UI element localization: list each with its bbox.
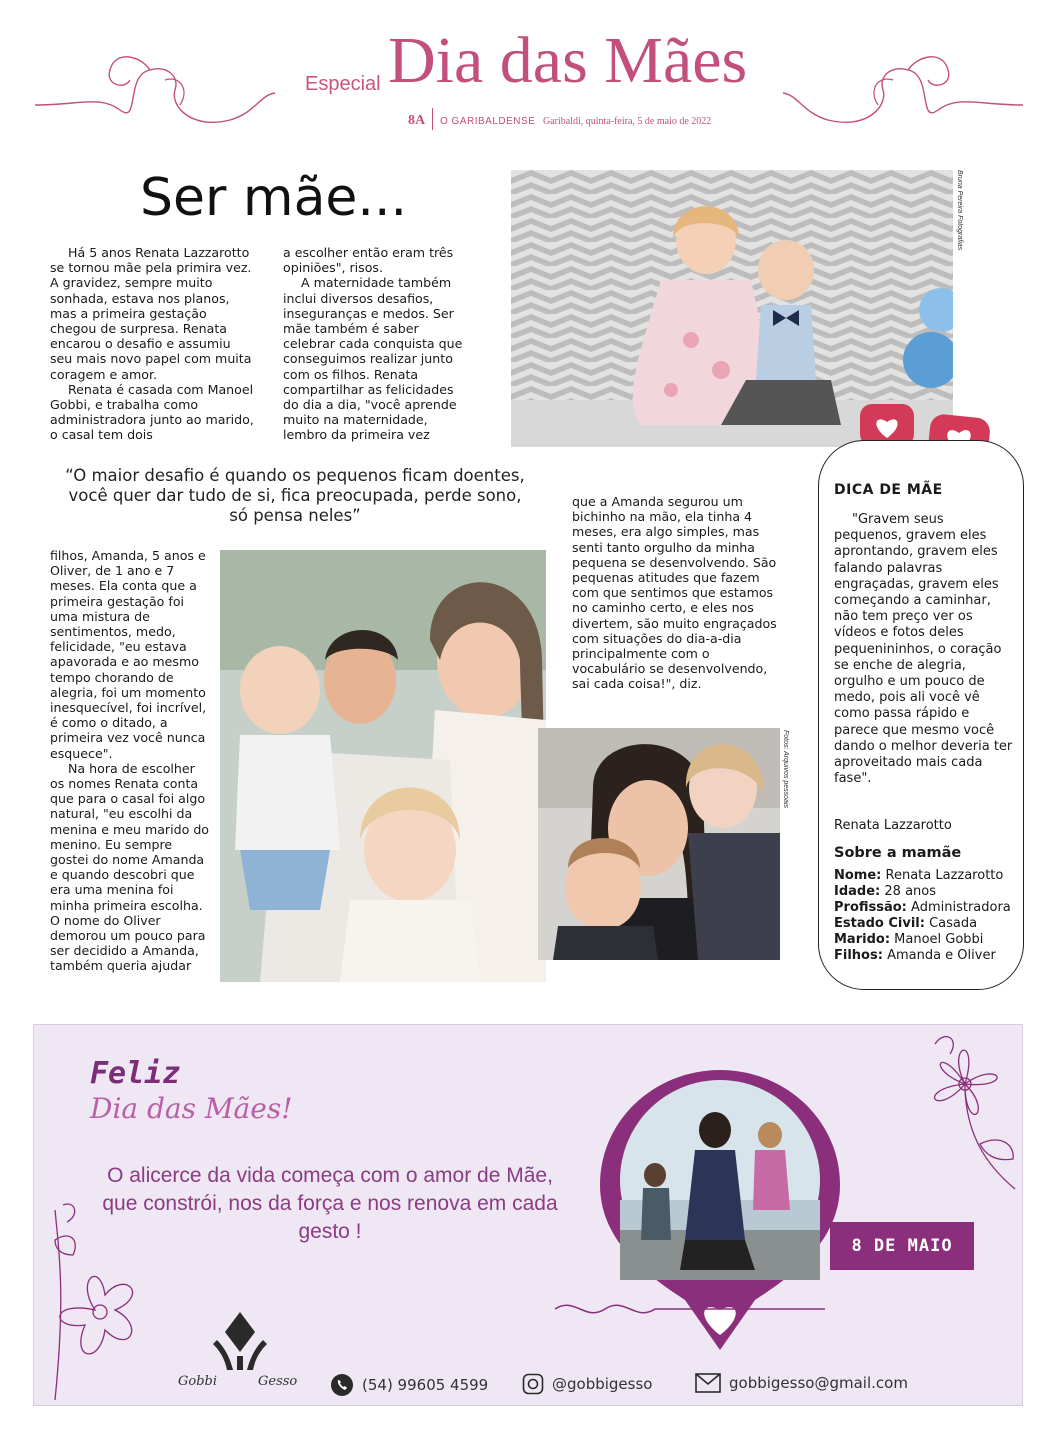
ad-feliz: Feliz	[90, 1056, 181, 1091]
contact-email	[695, 1373, 908, 1393]
ad-slogan: O alicerce da vida começa com o amor de Mãe, que constrói, nos da força e nos renova em cada gesto !	[102, 1164, 558, 1243]
paragraph: Na hora de escolher os nomes Renata conta que para o casal foi algo natural, "eu escolhi da menina e meu marido do menino. Eu sempre gostei do nome Amanda e quando descobri que era uma menina foi minha primeira escolha. O nome do Oliver demorou um pouco para ser decidido a Amanda, também queria ajudar	[50, 760, 210, 974]
instagram-handle: @gobbigesso	[552, 1375, 653, 1393]
fact-value: Amanda e Oliver	[887, 948, 996, 963]
contact-instagram	[522, 1373, 652, 1395]
header-ornament-right	[778, 35, 1028, 135]
article-column-4	[572, 494, 784, 692]
contact-phone	[330, 1373, 488, 1397]
fact-value: Casada	[929, 916, 978, 931]
phone-number: (54) 99605 4599	[362, 1376, 489, 1394]
fact-row	[834, 868, 1024, 884]
fact-label: Profissão:	[834, 900, 907, 915]
pull-quote: “O maior desafio é quando os pequenos ficam doentes, você quer dar tudo de si, fica preocupada, perde sono, só pensa neles”	[65, 466, 525, 525]
fact-label: Marido:	[834, 932, 891, 947]
sidebar-tip	[834, 512, 1014, 787]
page-number: 8A	[408, 113, 426, 128]
paragraph: que a Amanda segurou um bichinho na mão, ela tinha 4 meses, era algo simples, mas senti tanto orgulho da minha pequena se desenvolvendo. São pequenas atitudes que fazem com que sentimos que estamos no caminho certo, e eles nos divertem, são muito engraçados com situações do dia-a-dia principalmente com o vocabulário se desenvolvendo, sai cada coisa!", diz.	[572, 494, 777, 692]
article-column-2	[283, 245, 473, 443]
header-special: Especial	[305, 73, 381, 95]
ad-date-badge: 8 DE MAIO	[830, 1222, 974, 1270]
article-column-3	[50, 548, 212, 974]
paragraph: Há 5 anos Renata Lazzarotto se tornou mãe pela primira vez. A gravidez, sempre muito sonhada, estava nos planos, mas a primeira gestação chegou de surpresa. Renata encarou o desafio e assumiu seu mais novo papel com muita coragem e amor.	[50, 245, 252, 382]
fact-row	[834, 932, 1024, 948]
brand-name-left: Gobbi	[178, 1374, 218, 1389]
paragraph: filhos, Amanda, 5 anos e Oliver, de 1 ano e 7 meses. Ela conta que a primeira gestação foi uma mistura de sentimentos, medo, felicidade, "eu estava apavorada e ao mesmo tempo chorando de alegria, foi um momento inesquecível, foi incrível, é como o ditado, a primeira vez você nunca esquece".	[50, 548, 207, 761]
fact-label: Estado Civil:	[834, 916, 925, 931]
fact-value: Manoel Gobbi	[894, 932, 984, 947]
fact-value: Renata Lazzarotto	[885, 868, 1004, 883]
article-column-1	[50, 245, 255, 443]
fact-value: Administradora	[911, 900, 1011, 915]
flower-icon	[905, 1024, 1021, 1194]
photo-family-selfie	[220, 550, 546, 982]
header-divider	[432, 108, 433, 130]
fact-row	[834, 900, 1024, 916]
article-headline: Ser mãe...	[140, 168, 408, 228]
fact-label: Nome:	[834, 868, 882, 883]
paragraph: a escolher então eram três opiniões", risos.	[283, 245, 454, 276]
paragraph: A maternidade também inclui diversos desafios, inseguranças e medos. Ser mãe também é saber celebrar cada conquista que conseguimos realizar junto com os filhos. Renata compartilhar as felicidades do dia a dia, "você aprende muito na maternidade, lembro da primeira vez	[283, 275, 463, 443]
section-title: Dia das Mães	[388, 24, 748, 97]
fact-label: Filhos:	[834, 948, 883, 963]
photo-mother-children	[538, 728, 780, 960]
tip-author: Renata Lazzarotto	[834, 818, 952, 833]
whatsapp-icon	[330, 1373, 354, 1397]
ad-dia-das-maes: Dia das Mães!	[90, 1092, 293, 1125]
photo-credit-1: Bruna Pereira Fotografias	[956, 170, 963, 251]
fact-row	[834, 916, 1024, 932]
fact-row	[834, 884, 1024, 900]
about-title: Sobre a mamãe	[834, 845, 962, 861]
fact-row	[834, 948, 1024, 964]
newspaper-name: O GARIBALDENSE	[440, 116, 536, 127]
paragraph: Renata é casada com Manoel Gobbi, e trabalha como administradora junto ao marido, o casal tem dois	[50, 381, 254, 443]
about-facts	[834, 868, 1024, 964]
brand-name-right: Gesso	[258, 1374, 298, 1389]
fact-label: Idade:	[834, 884, 881, 899]
wave-divider	[555, 1296, 825, 1322]
instagram-icon	[522, 1373, 544, 1395]
email-address: gobbigesso@gmail.com	[729, 1374, 908, 1392]
header-ornament-left	[30, 35, 280, 135]
mail-icon	[695, 1373, 721, 1393]
photo-credit-2: Fotos: Arquivos pessoais	[782, 730, 789, 808]
issue-date: Garibaldi, quinta-feira, 5 de maio de 2022	[543, 116, 712, 127]
tip-text: "Gravem seus pequenos, gravem eles aprontando, gravem eles falando palavras engraçadas, gravem eles começando a caminhar, não tem preço ver os vídeos e fotos deles pequenininhos, o coração se enche de alegria, orgulho e um pouco de medo, pois ali você vê como passa rápido e parece que mesmo você dando o melhor deveria ter aproveitado mais cada fase".	[834, 512, 1013, 787]
fact-value: 28 anos	[884, 884, 936, 899]
sidebar-title: DICA DE MÃE	[834, 482, 943, 498]
brand-logo-icon	[205, 1310, 275, 1372]
